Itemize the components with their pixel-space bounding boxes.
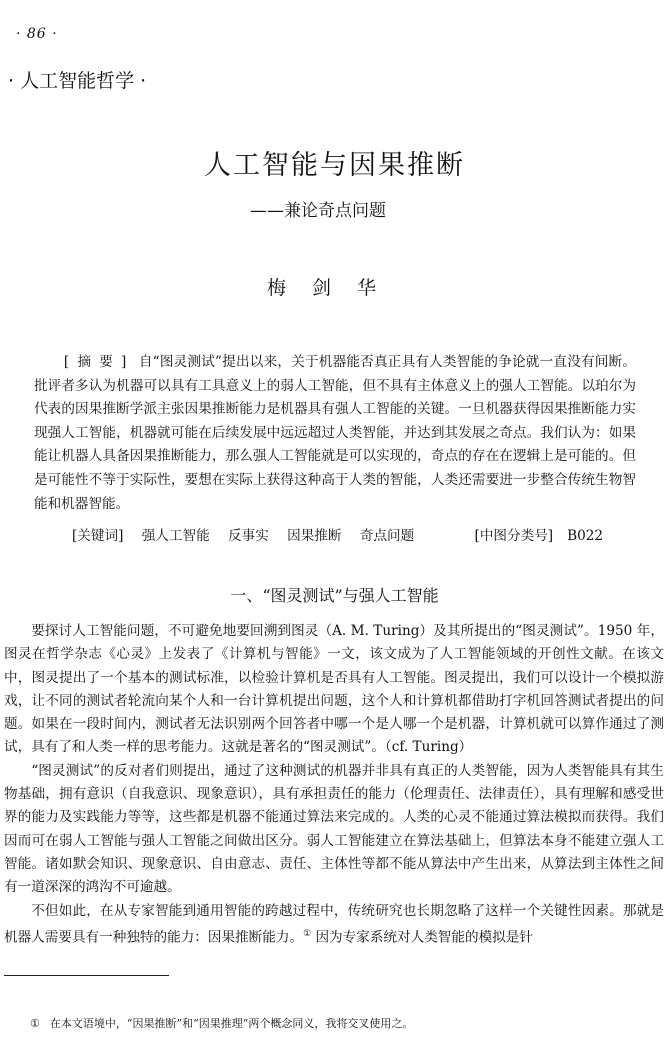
- section-heading: 一、“图灵测试”与强人工智能: [230, 586, 439, 605]
- keyword: 因果推断: [287, 528, 342, 544]
- column-label: · 人工智能哲学 ·: [8, 70, 147, 92]
- keywords-line: [72, 524, 617, 544]
- footnote-ref[interactable]: ①: [303, 928, 312, 939]
- article-subtitle: ——兼论奇点问题: [250, 201, 386, 221]
- body-text: [4, 620, 664, 950]
- abstract-text: 自“图灵测试”提出以来，关于机器能否真正具有人类智能的争论就一直没有间断。批评者多认为机器可以具有工具意义上的弱人工智能，但不具有主体意义上的强人工智能。以珀尔为代表的因果推断学派主张因果推断能力是机器具有强人工智能的关键。一旦机器获得因果推断能力实现强人工智能，机器就可能在后续发展中远远超过人类智能，并达到其发展之奇点。我们认为：如果能让机器人具备因果推断能力，那么强人工智能就是可以实现的，奇点的存在在逻辑上是可能的。但是可能性不等于实际性，要想在实际上获得这种高于人类的智能，人类还需要进一步整合传统生物智能和机器智能。: [34, 354, 636, 512]
- abstract: [34, 351, 636, 516]
- footnote-text: 在本文语境中，“因果推断”和“因果推理”两个概念同义，我将交叉使用之。: [49, 1017, 414, 1030]
- keyword: 反事实: [228, 528, 269, 544]
- keywords-label: [关键词]: [72, 528, 124, 544]
- paragraph: 要探讨人工智能问题，不可避免地要回溯到图灵（A. M. Turing）及其所提出的“图灵测试”。1950 年，图灵在哲学杂志《心灵》上发表了《计算机与智能》一文，该文成为了人工智能领域的开创性文献。在该文中，图灵提出了一个基本的测试标准，以检验计算机是否具有人工智能。图灵提出，我们可以设计一个模拟游戏，让不同的测试者轮流向某个人和一台计算机提出问题，这个人和计算机都借助打字机回答测试者提出的问题。如果在一段时间内，测试者无法识别两个回答者中哪一个是人哪一个是机器，计算机就可以算作通过了测试，具有了和人类一样的思考能力。这就是著名的“图灵测试”。（cf. Turing）: [4, 623, 664, 756]
- paragraph-text: 不但如此，在从专家智能到通用智能的跨越过程中，传统研究也长期忽略了这样一个关键性因素。那就是机器人需要具有一种独特的能力：因果推断能力。: [4, 902, 664, 946]
- abstract-label: [摘要]: [63, 354, 135, 370]
- footnote: [30, 1015, 413, 1031]
- paragraph-tail: 因为专家系统对人类智能的模拟是针: [311, 929, 533, 946]
- paragraph: “图灵测试”的反对者们则提出，通过了这种测试的机器并非具有真正的人类智能，因为人类智能具有其生物基础，拥有意识（自我意识、现象意识），具有承担责任的能力（伦理责任、法律责任），具有理解和感受世界的能力及实践能力等等，这些都是机器不能通过算法来完成的。人类的心灵不能通过算法模拟而获得。我们因而可在弱人工智能与强人工智能之间做出区分。弱人工智能建立在算法基础上，但算法本身不能建立强人工智能。诸如默会知识、现象意识、自由意志、责任、主体性等都不能从算法中产生出来，从算法到主体性之间有一道深深的鸿沟不可逾越。: [4, 762, 664, 896]
- article-title: 人工智能与因果推断: [204, 150, 465, 181]
- footnote-divider: [4, 975, 169, 976]
- footnote-mark: ①: [30, 1017, 40, 1030]
- page-number: · 86 ·: [16, 26, 58, 42]
- clc-label: [中图分类号]: [474, 528, 554, 544]
- paragraph: [4, 900, 664, 950]
- article-author: 梅剑华: [266, 277, 402, 299]
- keyword: 奇点问题: [359, 528, 415, 544]
- keyword: 强人工智能: [141, 528, 210, 544]
- clc-number: B022: [567, 528, 604, 544]
